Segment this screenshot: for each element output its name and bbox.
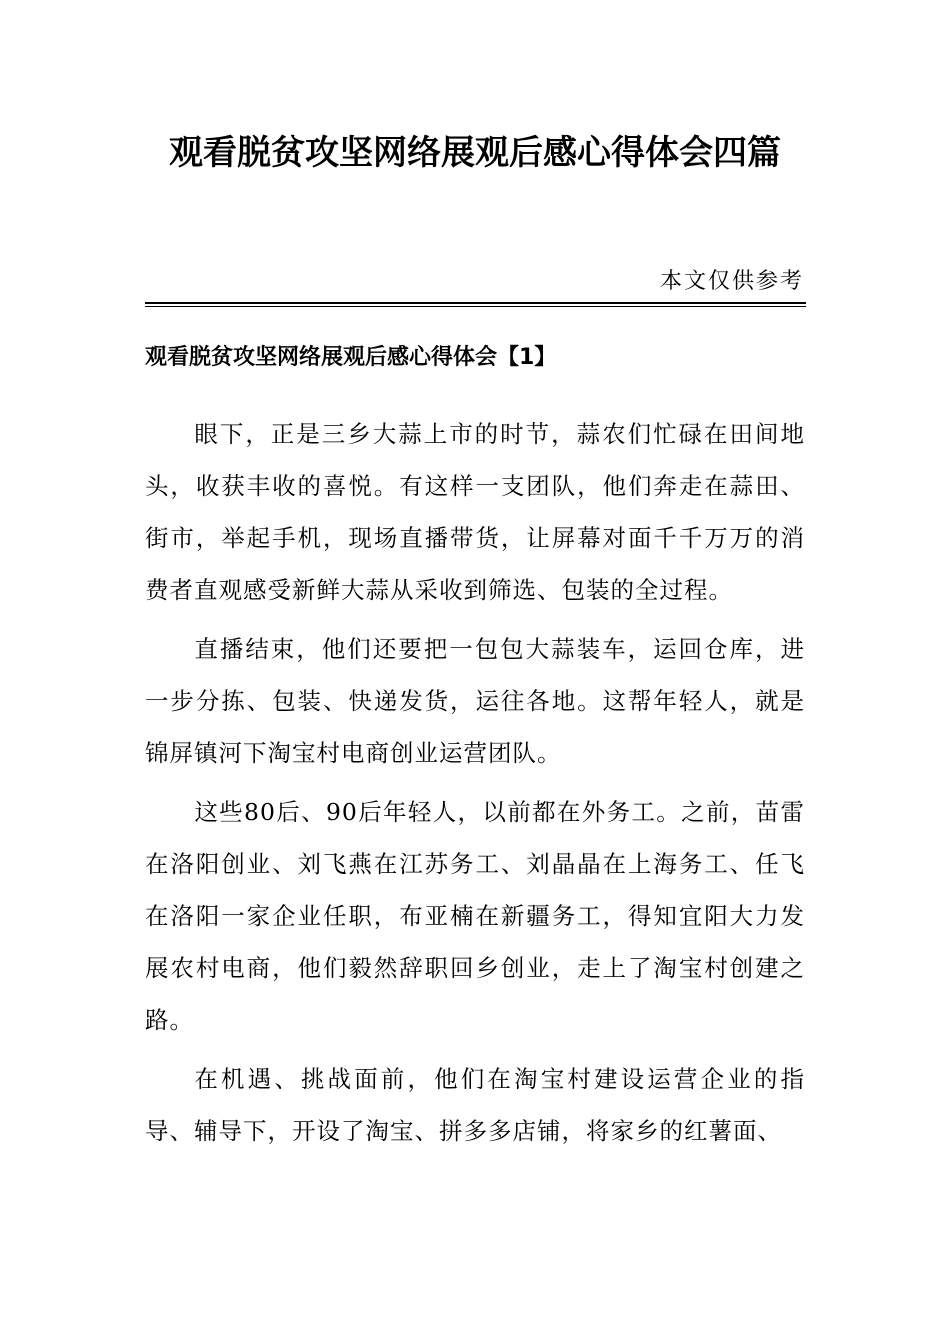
reference-note: 本文仅供参考 xyxy=(659,269,804,294)
document-body xyxy=(145,408,805,1164)
paragraph: 直播结束，他们还要把一包包大蒜装车，运回仓库，进一步分拣、包装、快递发货，运往各地。这帮年轻人，就是锦屏镇河下淘宝村电商创业运营团队。 xyxy=(145,635,805,767)
paragraph: 眼下，正是三乡大蒜上市的时节，蒜农们忙碌在田间地头，收获丰收的喜悦。有这样一支团队，他们奔走在蒜田、街市，举起手机，现场直播带货，让屏幕对面千千万万的消费者直观感受新鲜大蒜从采收到筛选、包装的全过程。 xyxy=(145,420,805,604)
document-title: 观看脱贫攻坚网络展观后感心得体会四篇 xyxy=(169,133,781,173)
header-divider-thin xyxy=(145,306,806,307)
paragraph: 这些80后、90后年轻人，以前都在外务工。之前，苗雷在洛阳创业、刘飞燕在江苏务工、刘晶晶在上海务工、任飞在洛阳一家企业任职，布亚楠在新疆务工，得知宜阳大力发展农村电商，他们毅然辞职回乡创业，走上了淘宝村创建之路。 xyxy=(145,798,805,1034)
paragraph: 在机遇、挑战面前，他们在淘宝村建设运营企业的指导、辅导下，开设了淘宝、拼多多店铺，将家乡的红薯面、 xyxy=(145,1065,805,1145)
section-heading: 观看脱贫攻坚网络展观后感心得体会【1】 xyxy=(145,345,557,370)
header-divider-thick xyxy=(145,302,806,304)
